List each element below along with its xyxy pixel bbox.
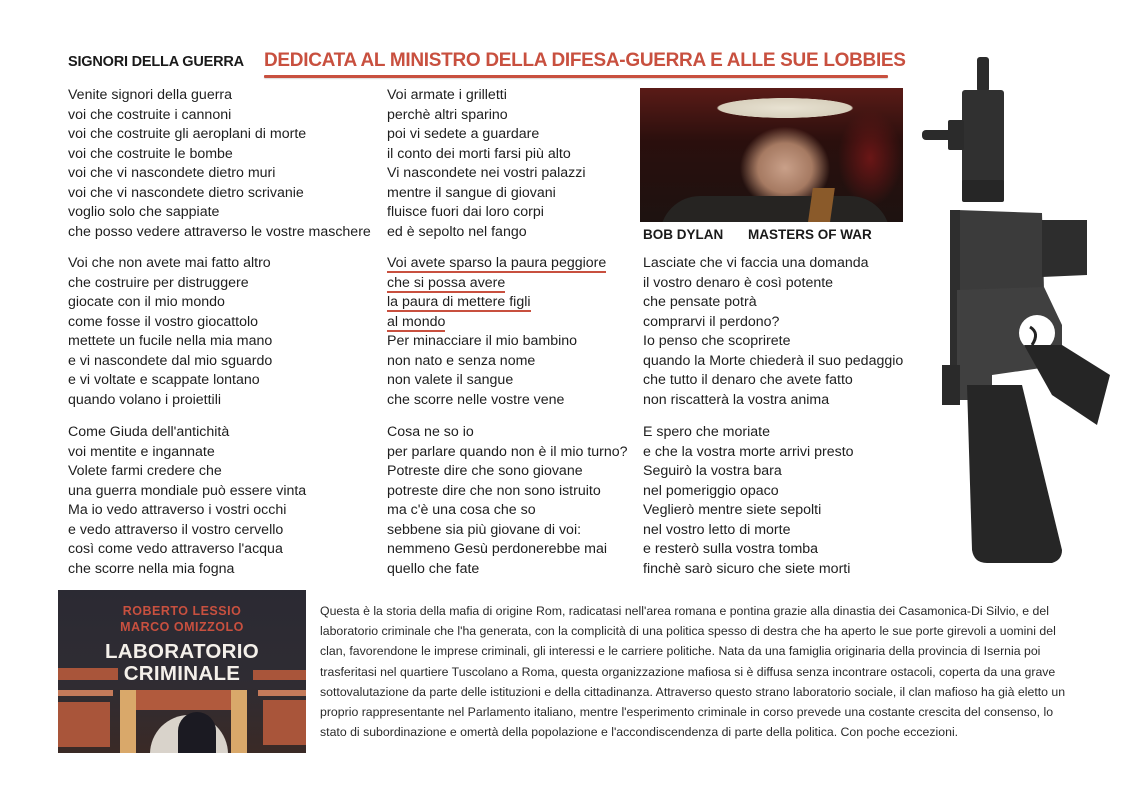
poem-line-text: voglio solo che sappiate — [68, 204, 220, 220]
poem-line-text: non nato e senza nome — [387, 352, 536, 369]
poem-line-text: al mondo — [387, 313, 446, 330]
poem-line-text: che scorre nella mia fogna — [68, 560, 235, 577]
poem-line-text: che scorre nelle vostre vene — [387, 391, 565, 408]
poem-line-text: giocate con il mio mondo — [68, 294, 225, 310]
poem-line-text: voi che vi nascondete dietro scrivanie — [68, 184, 304, 201]
poem-stanza-3 — [68, 254, 272, 410]
poem-line-text: come fosse il vostro giocattolo — [68, 313, 259, 330]
poem-line-text: mettete un fucile nella mia mano — [68, 333, 273, 349]
cover-decor-pillar — [231, 690, 247, 753]
poem-line — [68, 521, 306, 541]
poem-line-text: comprarvi il perdono? — [643, 313, 780, 330]
poem-line — [387, 86, 585, 106]
poem-line — [387, 560, 628, 580]
poem-line-text: Potreste dire che sono giovane — [387, 463, 583, 479]
poem-line — [387, 482, 628, 502]
poem-line — [68, 254, 272, 274]
poem-line-text: perchè altri sparino — [387, 106, 508, 123]
poem-line — [643, 462, 854, 482]
poem-line-text: voi che costruite le bombe — [68, 145, 233, 162]
poem-line-text: Voi che non avete mai fatto altro — [68, 255, 271, 271]
poem-line — [387, 371, 606, 391]
poem-line-text: e vi nascondete dal mio sguardo — [68, 352, 273, 369]
poem-line — [643, 352, 903, 372]
poem-line-text: che tutto il denaro che avete fatto — [643, 372, 853, 388]
poem-line-text: il conto dei morti farsi più alto — [387, 145, 571, 162]
poem-line-text: potreste dire che non sono istruito — [387, 482, 601, 499]
photo-caption-song: MASTERS OF WAR — [748, 227, 872, 242]
dedication-title: DEDICATA AL MINISTRO DELLA DIFESA-GUERRA E ALLE SUE LOBBIES — [264, 50, 906, 71]
poem-line-text: Cosa ne so io — [387, 424, 474, 440]
poem-line-text: e vedo attraverso il vostro cervello — [68, 521, 284, 538]
poem-line-text: che pensate potrà — [643, 294, 757, 310]
poem-line — [68, 560, 306, 580]
poem-line-text: Voi avete sparso la paura peggiore — [387, 255, 607, 271]
poem-line-text: voi che costruite i cannoni — [68, 106, 232, 123]
poem-line-text: che costruire per distruggere — [68, 274, 249, 291]
poem-line — [387, 223, 585, 243]
book-author-2: MARCO OMIZZOLO — [120, 620, 244, 634]
poem-line — [68, 501, 306, 521]
poem-line — [68, 332, 272, 352]
poem-stanza-4 — [387, 254, 606, 410]
poem-stanza-7 — [387, 423, 628, 579]
poem-line — [68, 462, 306, 482]
poem-line — [387, 443, 628, 463]
poem-line-text: voi mentite e ingannate — [68, 443, 215, 460]
poem-line-text: non valete il sangue — [387, 372, 514, 388]
poem-line-text: Voi armate i grilletti — [387, 87, 507, 103]
poem-line-text: che si possa avere — [387, 274, 506, 291]
poem-line — [387, 391, 606, 411]
poem-line-text: Vi nascondete nei vostri palazzi — [387, 165, 586, 181]
poem-line-text: il vostro denaro è così potente — [643, 274, 834, 291]
poem-line-text: la paura di mettere figli — [387, 294, 531, 310]
poem-line — [68, 184, 371, 204]
poem-line-text: quando volano i proiettili — [68, 391, 222, 408]
photo-caption-artist: BOB DYLAN — [643, 227, 724, 242]
cover-decor-band — [58, 690, 113, 696]
poem-line — [68, 145, 371, 165]
cover-decor-pillar — [120, 690, 136, 753]
poem-line — [68, 203, 371, 223]
poem-line — [68, 125, 371, 145]
poem-line-text: e resterò sulla vostra tomba — [643, 541, 819, 557]
poem-stanza-2 — [387, 86, 585, 242]
poem-line-text: quando la Morte chiederà il suo pedaggio — [643, 352, 904, 369]
poem-line-text: Volete farmi credere che — [68, 463, 222, 479]
cover-decor-wall — [58, 702, 110, 747]
poem-line-text: voi che vi nascondete dietro muri — [68, 165, 276, 181]
page-heading: SIGNORI DELLA GUERRA — [68, 54, 244, 70]
poem-line — [68, 313, 272, 333]
poem-line-text: che posso vedere attraverso le vostre maschere — [68, 223, 371, 240]
poem-line-text: Per minacciare il mio bambino — [387, 333, 578, 349]
poem-line — [68, 443, 306, 463]
poem-line — [68, 106, 371, 126]
poem-line-text: poi vi sedete a guardare — [387, 126, 540, 142]
book-title-line-1: LABORATORIO — [104, 640, 259, 663]
poem-line-highlighted — [387, 313, 606, 333]
poem-line — [643, 313, 903, 333]
cover-decor-wall — [263, 700, 306, 745]
poem-line — [643, 443, 854, 463]
poem-stanza-8 — [643, 423, 854, 579]
poem-line — [643, 501, 854, 521]
poem-line — [643, 560, 854, 580]
poem-line — [68, 540, 306, 560]
poem-line-text: voi che costruite gli aeroplani di morte — [68, 126, 307, 142]
poem-line-text: per parlare quando non è il mio turno? — [387, 443, 628, 460]
poem-line — [387, 184, 585, 204]
book-author-1: ROBERTO LESSIO — [122, 604, 242, 618]
poem-line — [387, 125, 585, 145]
poem-line — [387, 145, 585, 165]
description-line: sottovalutazione da parte delle istituzioni e della cittadinanza. Attraverso questo strano laboratorio sociale, il clan mafioso ha già eletto un — [320, 684, 1066, 699]
poem-line — [68, 352, 272, 372]
description-line: laboratorio criminale che l'ha generata, con la complicità di una politica spesso di destra che ha aperto le sue porte girevoli a uomini del — [320, 624, 1056, 639]
poem-line-text: Lasciate che vi faccia una domanda — [643, 255, 869, 271]
poem-line-text: Ma io vedo attraverso i vostri occhi — [68, 502, 287, 518]
description-line: stato di subordinazione e omertà della popolazione e l'accondiscendenza di parte della politica. Con poche eccezioni. — [320, 725, 959, 740]
poem-line — [68, 482, 306, 502]
cover-decor-frame — [133, 690, 233, 710]
poem-line — [68, 391, 272, 411]
poem-line — [387, 332, 606, 352]
poem-line — [387, 352, 606, 372]
poem-line-text: nel pomeriggio opaco — [643, 482, 779, 499]
poem-line-text: nel vostro letto di morte — [643, 521, 791, 538]
poem-line-text: sebbene sia più giovane di voi: — [387, 521, 582, 538]
poem-line — [643, 254, 903, 274]
cover-hooded-figure — [178, 712, 216, 753]
poem-line — [387, 540, 628, 560]
book-description — [320, 601, 1080, 742]
poem-line — [387, 423, 628, 443]
poem-line-highlighted — [387, 293, 606, 313]
book-title-line-2: CRIMINALE — [123, 662, 241, 685]
poem-line-text: Come Giuda dell'antichità — [68, 424, 230, 440]
description-line: clan, favorendone le imprese criminali, gli interessi e le carriere politiche. Nata da una famiglia originaria della provincia di Isernia poi — [320, 644, 1041, 659]
poem-line-highlighted — [387, 274, 606, 294]
poem-line — [643, 423, 854, 443]
description-line: proprio rappresentante nel Parlamento italiano, mentre l'esperimento criminale in corso prevede una costante crescita del consenso, lo — [320, 705, 1054, 720]
poem-line — [643, 540, 854, 560]
poem-line-text: Venite signori della guerra — [68, 87, 233, 103]
poem-line-text: ed è sepolto nel fango — [387, 223, 527, 240]
poem-line — [387, 203, 585, 223]
poem-line — [68, 274, 272, 294]
poem-line — [643, 521, 854, 541]
poem-line-text: quello che fate — [387, 560, 480, 577]
poem-line — [387, 164, 585, 184]
poem-line-text: finchè sarò sicuro che siete morti — [643, 560, 851, 577]
poem-line — [643, 332, 903, 352]
poem-line — [68, 371, 272, 391]
photo-guitar-strap-shape — [807, 188, 835, 222]
poem-line-text: e vi voltate e scappate lontano — [68, 372, 260, 388]
poem-line — [643, 293, 903, 313]
poem-stanza-5 — [643, 254, 903, 410]
poem-line — [387, 462, 628, 482]
poem-line-highlighted — [387, 254, 606, 274]
poem-line-text: Io penso che scoprirete — [643, 333, 791, 349]
poem-line-text: ma c'è una cosa che so — [387, 502, 536, 518]
poem-line-text: Veglierò mentre siete sepolti — [643, 502, 822, 518]
poem-line-text: nemmeno Gesù perdonerebbe mai — [387, 541, 608, 557]
poem-line-text: mentre il sangue di giovani — [387, 184, 556, 201]
poem-line-text: e che la vostra morte arrivi presto — [643, 443, 854, 460]
bob-dylan-photo — [640, 88, 903, 222]
poem-line — [387, 106, 585, 126]
poem-line — [387, 501, 628, 521]
description-line: Questa è la storia della mafia di origine Rom, radicatasi nell'area romana e pontina grazie alla dinastia dei Casamonica-Di Silvio, e del — [320, 604, 1049, 618]
poem-line — [68, 423, 306, 443]
dedication-underline — [264, 75, 888, 78]
poem-stanza-6 — [68, 423, 306, 579]
cover-decor-band — [258, 690, 306, 696]
poem-stanza-1 — [68, 86, 371, 242]
book-cover-laboratorio-criminale — [58, 590, 306, 753]
poem-line — [643, 482, 854, 502]
poem-line-text: così come vedo attraverso l'acqua — [68, 541, 283, 557]
poem-line-text: non riscatterà la vostra anima — [643, 391, 830, 408]
poem-line — [68, 223, 371, 243]
poem-line — [68, 164, 371, 184]
poem-line-text: fluisce fuori dai loro corpi — [387, 204, 544, 220]
poem-line — [387, 521, 628, 541]
poem-line-text: E spero che moriate — [643, 424, 770, 440]
photo-jacket-shape — [660, 196, 890, 222]
poem-line — [68, 293, 272, 313]
poem-line — [68, 86, 371, 106]
poem-line-text: una guerra mondiale può essere vinta — [68, 482, 307, 499]
poem-line — [643, 274, 903, 294]
poem-line — [643, 371, 903, 391]
description-line: trasferitasi nel quartiere Tuscolano a Roma, questa organizzazione mafiosa si è diffusa senza incontrare ostacoli, coperta da una grave — [320, 664, 1056, 679]
rifle-image — [912, 55, 1122, 570]
poem-line — [643, 391, 903, 411]
poem-line-text: Seguirò la vostra bara — [643, 463, 782, 479]
